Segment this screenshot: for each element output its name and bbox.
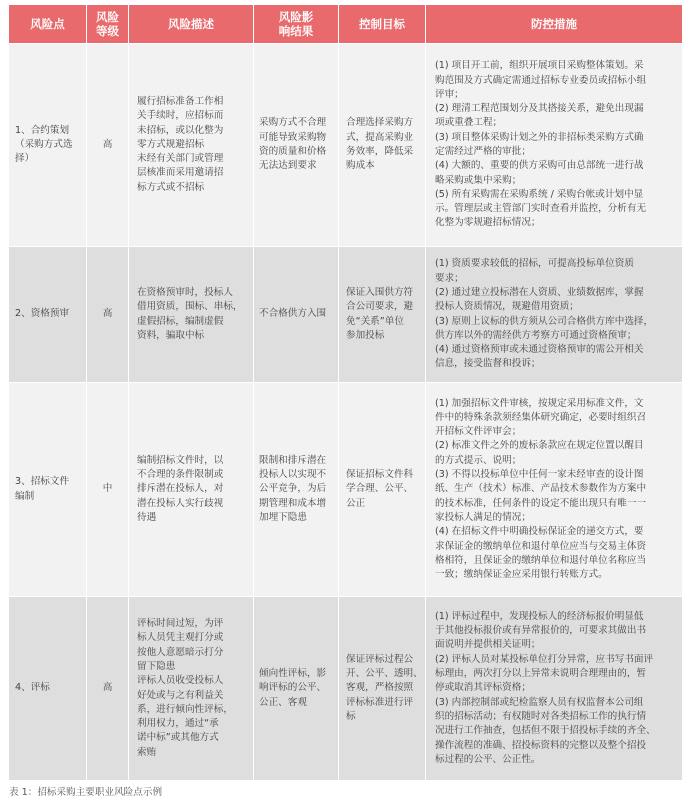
text-line: 投标人资质情况，规避借用资质； (435, 301, 579, 313)
text-line: 示。管理层或主管部门实时查看并监控，分析有无 (435, 203, 647, 215)
text-line: 要求； (435, 272, 464, 284)
text-line: (1) 评标过程中，发现投标人的经济标报价明显低 (435, 610, 644, 622)
text-line: 资料，骗取中标 (137, 329, 205, 341)
table-row (9, 247, 683, 383)
text-line: (1) 加强招标文件审核，按规定采用标准文件，文 (435, 397, 644, 409)
text-line: （采购方式选 (15, 138, 73, 150)
text-line: 参加投标 (346, 329, 385, 341)
text-line: 购范围及方式确定需通过招标专业委员或招标小组 (435, 74, 647, 86)
text-line: (3) 不得以投标单位中任何一家未经审查的设计图 (435, 469, 644, 481)
table-header-row (9, 5, 683, 44)
text-line: 供方库以外的需经供方考察方可通过资格预审； (435, 329, 637, 341)
header-prevention-measures: 防控措施 (426, 5, 683, 44)
risk-point-cell (9, 383, 87, 597)
text-line: 操作流程的准确、招投标资料的完整以及整个招投 (435, 739, 647, 751)
text-line: 可能导致采购物 (259, 131, 327, 143)
risk-description-cell (129, 597, 254, 781)
text-line: 待遇 (137, 511, 157, 523)
text-line: 诺中标”或其他方式 (137, 732, 219, 744)
text-line: 式，提高采购业 (346, 131, 414, 143)
header-risk-impact: 风险影 响结果 (254, 5, 339, 44)
text-line: 家投标人满足的情况； (435, 511, 531, 523)
text-line: 倾向性评标，影 (259, 668, 327, 680)
risk-impact-cell (254, 44, 339, 247)
risk-point-cell (9, 44, 87, 247)
text-line: 略采购或集中采购； (435, 174, 522, 186)
text-line: 2、资格预审 (15, 308, 70, 320)
text-line: 响评标的公平、 (259, 682, 327, 694)
header-risk-point: 风险点 (9, 5, 87, 44)
risk-description-cell (129, 247, 254, 383)
text-line: 评标人员收受投标人 (137, 675, 224, 687)
text-line: 限制和排斥潜在 (259, 454, 327, 466)
text-line: 3、招标文件 (15, 476, 70, 488)
text-line: 借用资质，围标、串标， (137, 301, 243, 313)
text-line: 学合理、公平、 (346, 483, 414, 495)
text-line: (3) 原则上议标的供方须从公司合格供方库中选择， (435, 315, 654, 327)
text-line: 排斥潜在投标人，对 (137, 483, 224, 495)
risk-level-cell: 高 (87, 597, 129, 781)
risk-description-cell (129, 44, 254, 247)
text-line: 纸、生产（技术）标准、产品技术参数作为方案中 (435, 483, 647, 495)
text-line: 虚假招标，编制虚假 (137, 315, 224, 327)
header-risk-description: 风险描述 (129, 5, 254, 44)
text-line: 信息，接受监督和投诉； (435, 358, 541, 370)
prevention-measures-cell (426, 597, 683, 781)
risk-table (8, 4, 683, 781)
text-line: 标过程的公平、公正性。 (435, 753, 541, 765)
text-line: 一致；缴纳保证金应采用银行转账方式。 (435, 569, 608, 581)
text-line: 保证评标过程公 (346, 653, 414, 665)
text-line: 不合格供方入围 (259, 308, 327, 320)
text-line: (2) 理清工程范围划分及其搭接关系，避免出现漏 (435, 103, 644, 115)
text-line: 不合理的条件限制或 (137, 469, 224, 481)
text-line: 购成本 (346, 160, 375, 172)
text-line: 4、评标 (15, 682, 50, 694)
risk-point-cell (9, 597, 87, 781)
text-line: 择） (15, 153, 35, 165)
header-risk-level: 风险 等级 (87, 5, 129, 44)
table-caption: 表 1：招标采购主要职业风险点示例 (9, 787, 163, 798)
text-line: (4) 通过资格预审或未通过资格预审的需公开相关 (435, 344, 644, 356)
prevention-measures-cell (426, 383, 683, 597)
text-line: 加埋下隐患 (259, 511, 307, 523)
text-line: 标理由，两次打分以上异常未说明合理理由的，暂 (435, 668, 647, 680)
risk-impact-cell (254, 597, 339, 781)
control-goal-cell (339, 597, 426, 781)
text-line: 未经有关部门或管理 (137, 153, 224, 165)
text-line: 关手续时，应招标而 (137, 110, 224, 122)
text-line: (3) 项目整体采购计划之外的非招标类采购方式确 (435, 131, 644, 143)
text-line: 资的质量和价格 (259, 146, 327, 157)
risk-impact-cell (254, 383, 339, 597)
text-line: 合公司要求，避 (346, 301, 414, 313)
text-line: 况进行工作抽查，包括但不限于招投标手续的齐全、 (435, 725, 656, 737)
text-line: 免“关系”单位 (346, 315, 404, 327)
text-line: 务效率，降低采 (346, 146, 414, 157)
text-line: (2) 评标人员对某投标单位打分异常，应书写书面评 (435, 653, 654, 665)
text-line: (5) 所有采购需在采购系统 / 采购台帐或计划中显 (435, 188, 644, 200)
text-line: 化整为零规避招标情况； (435, 217, 541, 229)
text-line: 标人员凭主观打分或 (137, 632, 224, 644)
text-line: 期管理和成本增 (259, 497, 327, 509)
text-line: 的技术标准，任何条件的设定不能出现只有唯一一 (435, 497, 647, 509)
text-line: (3) 内部控制部或纪检监察人员有权监督本公司组 (435, 696, 644, 708)
text-line: 求保证金的缴纳单位和退付单位应当与交易主体资 (435, 540, 647, 552)
risk-description-cell (129, 383, 254, 597)
text-line: 定需经过严格的审批； (435, 146, 531, 157)
control-goal-cell (339, 383, 426, 597)
text-line: (4) 在招标文件中明确投标保证金的递交方式，要 (435, 526, 644, 538)
text-line: 好处或与之有利益关 (137, 689, 224, 701)
text-line: 索贿 (137, 746, 157, 758)
header-control-goal: 控制目标 (339, 5, 426, 44)
table-row (9, 383, 683, 597)
table-row (9, 597, 683, 781)
risk-point-cell (9, 247, 87, 383)
text-line: 开招标文件评审会； (435, 426, 522, 438)
text-line: 层核准而采用邀请招 (137, 167, 224, 179)
text-line: 公正、客观 (259, 696, 307, 708)
text-line: 的方式提示、说明； (435, 454, 522, 466)
text-line: 未招标，或以化整为 (137, 124, 224, 136)
text-line: 于其他投标报价或有异常报价的，可要求其做出书 (435, 625, 647, 637)
prevention-measures-cell (426, 247, 683, 383)
text-line: 停或取消其评标资格； (435, 682, 531, 694)
text-line: 按他人意愿暗示打分 (137, 646, 224, 658)
text-line: 公平竞争，为后 (259, 483, 327, 495)
text-line: 保证入围供方符 (346, 286, 414, 298)
text-line: 织的招标活动；有权随时对各类招标工作的执行情 (435, 710, 647, 722)
text-line: (4) 大额的、重要的供方采购可由总部统一进行战 (435, 160, 644, 172)
control-goal-cell (339, 247, 426, 383)
text-line: 项或重叠工程； (435, 117, 503, 129)
risk-level-cell: 中 (87, 383, 129, 597)
text-line: 客观，严格按照 (346, 682, 414, 694)
text-line: 公正 (346, 497, 366, 509)
text-line: 1、合约策划 (15, 124, 70, 136)
text-line: 在资格预审时，投标人 (137, 286, 233, 298)
text-line: 评标时间过短，为评 (137, 618, 224, 630)
text-line: (2) 标准文件之外的废标条款应在规定位置以醒目 (435, 440, 644, 452)
text-line: 利用权力，通过“承 (137, 718, 219, 730)
text-line: 标方式或不招标 (137, 181, 205, 193)
text-line: 系，进行倾向性评标， (137, 703, 233, 715)
risk-level-cell: 高 (87, 44, 129, 247)
text-line: 保证招标文件科 (346, 469, 414, 481)
text-line: 合理选择采购方 (346, 117, 414, 129)
text-line: 编制招标文件时，以 (137, 454, 224, 466)
control-goal-cell (339, 44, 426, 247)
risk-impact-cell (254, 247, 339, 383)
text-line: (2) 通过建立投标潜在人资质、业绩数据库，掌握 (435, 286, 644, 298)
prevention-measures-cell (426, 44, 683, 247)
text-line: 标 (346, 710, 356, 722)
text-line: 无法达到要求 (259, 160, 317, 172)
table-row (9, 44, 683, 247)
text-line: 开、公平、透明、 (346, 668, 423, 680)
text-line: 履行招标准备工作相 (137, 95, 224, 107)
text-line: (1) 项目开工前，组织开展项目采购整体策划。采 (435, 60, 644, 72)
text-line: 格相符，且保证金的缴纳单位和退付单位名称应当 (435, 554, 647, 566)
text-line: (1) 资质要求较低的招标，可提高投标单位资质 (435, 258, 634, 270)
text-line: 潜在投标人实行歧视 (137, 497, 224, 509)
text-line: 评标标准进行评 (346, 696, 414, 708)
text-line: 评审； (435, 88, 464, 100)
text-line: 面说明并提供相关证明； (435, 639, 541, 651)
text-line: 件中的特殊条款须经集体研究确定，必要时组织召 (435, 411, 647, 423)
text-line: 采购方式不合理 (259, 117, 327, 129)
risk-level-cell: 高 (87, 247, 129, 383)
text-line: 投标人以实现不 (259, 469, 327, 481)
text-line: 编制 (15, 490, 35, 502)
text-line: 零方式规避招标 (137, 138, 205, 150)
text-line: 留下隐患 (137, 660, 176, 672)
